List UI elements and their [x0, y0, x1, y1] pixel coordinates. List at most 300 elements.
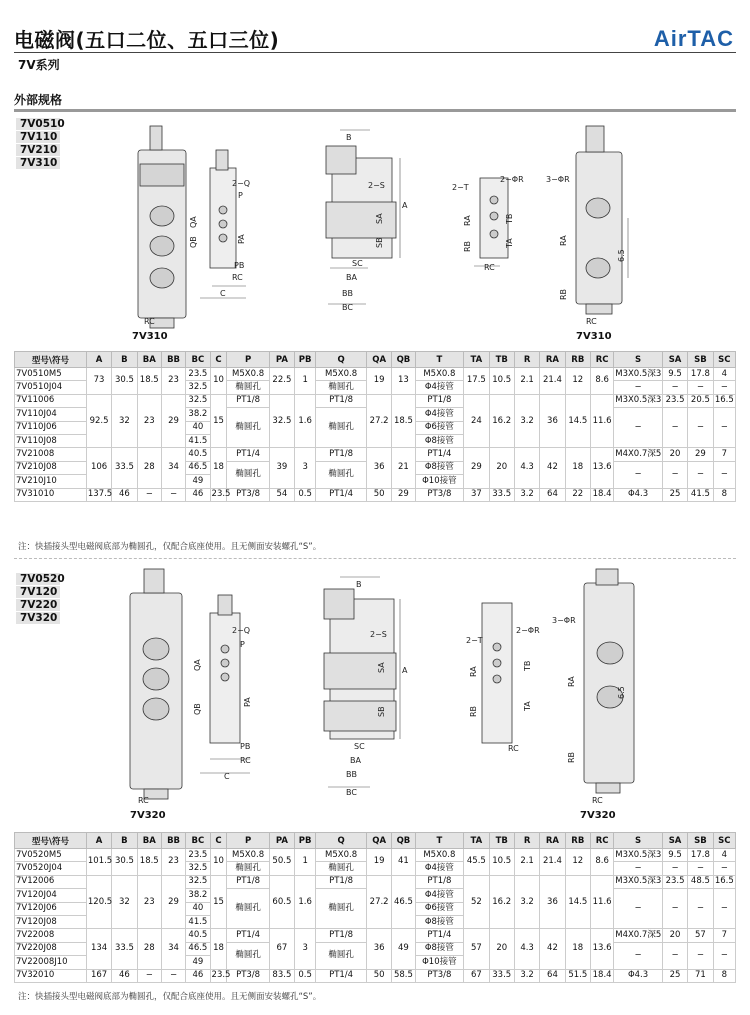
- spec-table-1: [14, 351, 736, 502]
- cell: 23.5: [186, 849, 210, 862]
- cell: 46.5: [186, 942, 210, 955]
- label-pb: PB: [234, 261, 245, 270]
- cell: 17.8: [688, 849, 713, 862]
- cell: 32: [112, 394, 137, 448]
- cell: −: [614, 408, 663, 448]
- cell: 34: [161, 448, 185, 488]
- cell: M5X0.8: [316, 368, 367, 381]
- cell: 83.5: [269, 969, 294, 982]
- label-q: 2−Q: [232, 626, 251, 635]
- label-rc4: RC: [586, 317, 597, 326]
- col-header: SA: [662, 352, 687, 368]
- cell: 13.6: [590, 929, 613, 969]
- section-divider: [14, 109, 736, 112]
- label-t: 2−T: [466, 636, 483, 645]
- col-header: A: [86, 833, 111, 849]
- cell: PT3/8: [227, 488, 269, 501]
- cell: 椭圆孔: [227, 942, 269, 969]
- col-header: PB: [295, 352, 316, 368]
- cell: 16.2: [489, 394, 514, 448]
- cell: 41.5: [186, 915, 210, 928]
- col-header: RA: [540, 833, 565, 849]
- col-header: RB: [565, 833, 590, 849]
- cell: 17.5: [464, 368, 489, 395]
- cell: M4X0.7深5: [614, 929, 663, 942]
- cell: PT1/8: [227, 875, 269, 888]
- cell: PT3/8: [227, 969, 269, 982]
- airtac-logo: AirTAC: [653, 26, 734, 51]
- cell: Φ6接管: [415, 421, 464, 434]
- cell: 57: [464, 929, 489, 969]
- cell: −: [688, 942, 713, 969]
- cell: 46: [112, 488, 137, 501]
- cell: 49: [392, 929, 415, 969]
- cell: 7V22008J10: [15, 956, 87, 969]
- cell: −: [161, 969, 185, 982]
- cell: 32.5: [186, 875, 210, 888]
- cell: 19: [366, 849, 391, 876]
- cell: 46: [112, 969, 137, 982]
- col-header: SC: [713, 833, 735, 849]
- cell: −: [662, 862, 687, 875]
- label-sb: SB: [377, 706, 386, 717]
- dimension-drawing-1: [100, 118, 740, 344]
- cell: 23: [137, 394, 161, 448]
- col-header: TA: [464, 352, 489, 368]
- table-row: [15, 368, 736, 381]
- label-b: B: [346, 133, 352, 142]
- col-header: 型号\符号: [15, 833, 87, 849]
- cell: 22: [565, 488, 590, 501]
- cell: 17.8: [688, 368, 713, 381]
- cell: 23.5: [662, 394, 687, 407]
- col-header: TA: [464, 833, 489, 849]
- cell: 42: [540, 929, 565, 969]
- cell: 23.5: [210, 969, 227, 982]
- cell: 33.5: [489, 488, 514, 501]
- cell: 101.5: [86, 849, 111, 876]
- cell: 32.5: [186, 381, 210, 394]
- cell: 46.5: [392, 875, 415, 929]
- cell: 134: [86, 929, 111, 969]
- cell: 7V110J06: [15, 421, 87, 434]
- cell: 椭圆孔: [316, 381, 367, 394]
- cell: 3.2: [514, 875, 539, 929]
- cell: 0.5: [295, 969, 316, 982]
- cell: 16.5: [713, 875, 735, 888]
- cell: 37: [464, 488, 489, 501]
- label-sc: SC: [354, 742, 365, 751]
- cell: 20: [489, 929, 514, 969]
- table-row: [15, 849, 736, 862]
- label-ra2: RA: [567, 676, 576, 687]
- label-qa: QA: [193, 659, 202, 671]
- cell: 4.3: [514, 448, 539, 488]
- model-tag: 7V0520: [16, 573, 60, 585]
- label-pb: PB: [240, 742, 251, 751]
- col-header: C: [210, 352, 227, 368]
- cell: 10: [210, 368, 227, 395]
- cell: −: [161, 488, 185, 501]
- label-rc2: RC: [144, 317, 155, 326]
- cell: 28: [137, 929, 161, 969]
- cell: −: [662, 889, 687, 929]
- label-ba: BA: [346, 273, 357, 282]
- cell: 32.5: [269, 394, 294, 448]
- cell: 46: [186, 969, 210, 982]
- cell: 7V21008: [15, 448, 87, 461]
- cell: −: [614, 889, 663, 929]
- label-pa: PA: [243, 697, 252, 707]
- col-header: QB: [392, 352, 415, 368]
- cell: 8: [713, 488, 735, 501]
- cell: 8.6: [590, 368, 613, 395]
- dimension-drawing-2: [100, 563, 740, 813]
- cell: −: [688, 381, 713, 394]
- label-ra2: RA: [559, 235, 568, 246]
- label-ra: RA: [463, 215, 472, 226]
- cell: 34: [161, 929, 185, 969]
- cell: 7V0510J04: [15, 381, 87, 394]
- cell: 1.6: [295, 875, 316, 929]
- cell: 49: [186, 475, 210, 488]
- cell: PT1/4: [227, 448, 269, 461]
- col-header: T: [415, 352, 464, 368]
- label-c: C: [220, 289, 226, 298]
- cell: 29: [392, 488, 415, 501]
- label-rb2: RB: [567, 751, 576, 763]
- col-header: P: [227, 833, 269, 849]
- cell: 3.2: [514, 394, 539, 448]
- cell: Φ4接管: [415, 862, 464, 875]
- cell: 1.6: [295, 394, 316, 448]
- col-header: TB: [489, 833, 514, 849]
- series-label: 7V系列: [18, 58, 60, 72]
- label-p: P: [238, 191, 243, 200]
- cell: −: [614, 381, 663, 394]
- cell: 2.1: [514, 849, 539, 876]
- col-header: RB: [565, 352, 590, 368]
- cell: 11.6: [590, 875, 613, 929]
- label-q: 2−Q: [232, 179, 251, 188]
- drawing-caption: 7V310: [132, 331, 168, 342]
- cell: 18: [565, 929, 590, 969]
- table-row: [15, 394, 736, 407]
- col-header: Q: [316, 833, 367, 849]
- cell: 7V210J08: [15, 461, 87, 474]
- cell: Φ8接管: [415, 434, 464, 447]
- cell: 10: [210, 849, 227, 876]
- col-header: PA: [269, 352, 294, 368]
- label-r3: 3−ΦR: [552, 616, 576, 625]
- cell: 7V0520M5: [15, 849, 87, 862]
- model-tag: 7V120: [16, 586, 60, 598]
- cell: 49: [186, 956, 210, 969]
- cell: 7V110J08: [15, 434, 87, 447]
- cell: 3: [295, 929, 316, 969]
- col-header: PB: [295, 833, 316, 849]
- cell: 9.5: [662, 368, 687, 381]
- cell: M5X0.8: [227, 368, 269, 381]
- cell: 18: [210, 448, 227, 488]
- cell: 60.5: [269, 875, 294, 929]
- col-header: T: [415, 833, 464, 849]
- cell: 11.6: [590, 394, 613, 448]
- col-header: RC: [590, 833, 613, 849]
- col-header: QA: [366, 833, 391, 849]
- page-title: 电磁阀(五口二位、五口三位): [14, 28, 280, 52]
- cell: 67: [464, 969, 489, 982]
- col-header: QB: [392, 833, 415, 849]
- cell: 50: [366, 488, 391, 501]
- cell: M5X0.8: [415, 849, 464, 862]
- col-header: RA: [540, 352, 565, 368]
- cell: PT1/4: [415, 448, 464, 461]
- cell: 7V0520J04: [15, 862, 87, 875]
- cell: PT3/8: [415, 488, 464, 501]
- model-tag: 7V320: [16, 612, 60, 624]
- cell: 54: [269, 488, 294, 501]
- label-sc: SC: [352, 259, 363, 268]
- cell: −: [713, 461, 735, 488]
- cell: 106: [86, 448, 111, 488]
- cell: 36: [540, 394, 565, 448]
- cell: 23: [137, 875, 161, 929]
- cell: 50: [366, 969, 391, 982]
- label-r3: 3−ΦR: [546, 175, 570, 184]
- cell: −: [713, 889, 735, 929]
- model-tag: 7V210: [16, 144, 60, 156]
- cell: 36: [366, 929, 391, 969]
- cell: M4X0.7深5: [614, 448, 663, 461]
- col-header: A: [86, 352, 111, 368]
- cell: 40.5: [186, 448, 210, 461]
- cell: 0.5: [295, 488, 316, 501]
- cell: 1: [295, 849, 316, 876]
- cell: 25: [662, 969, 687, 982]
- col-header: S: [614, 833, 663, 849]
- cell: 7V22008: [15, 929, 87, 942]
- cell: 16.2: [489, 875, 514, 929]
- model-tag: 7V110: [16, 131, 60, 143]
- label-rc3: RC: [484, 263, 495, 272]
- col-header: B: [112, 833, 137, 849]
- cell: 15: [210, 875, 227, 929]
- cell: Φ4.3: [614, 969, 663, 982]
- cell: 21.4: [540, 849, 565, 876]
- cell: 18.5: [137, 849, 161, 876]
- cell: 7V220J08: [15, 942, 87, 955]
- cell: 19: [366, 368, 391, 395]
- cell: PT1/4: [316, 969, 367, 982]
- cell: PT1/4: [316, 488, 367, 501]
- cell: PT1/4: [227, 929, 269, 942]
- cell: 39: [269, 448, 294, 488]
- cell: 46.5: [186, 461, 210, 474]
- label-qa: QA: [189, 216, 198, 228]
- cell: −: [713, 942, 735, 969]
- col-header: TB: [489, 352, 514, 368]
- col-header: QA: [366, 352, 391, 368]
- cell: 7V31010: [15, 488, 87, 501]
- cell: 椭圆孔: [316, 862, 367, 875]
- model-tag: 7V310: [16, 157, 60, 169]
- cell: 36: [366, 448, 391, 488]
- cell: 椭圆孔: [227, 408, 269, 448]
- cell: Φ4接管: [415, 889, 464, 902]
- cell: 7V11006: [15, 394, 87, 407]
- cell: −: [688, 889, 713, 929]
- cell: 7V12006: [15, 875, 87, 888]
- table-row: [15, 875, 736, 888]
- cell: 71: [688, 969, 713, 982]
- cell: 41: [392, 849, 415, 876]
- cell: 椭圆孔: [227, 461, 269, 488]
- cell: 32.5: [186, 862, 210, 875]
- cell: 45.5: [464, 849, 489, 876]
- cell: 38.2: [186, 408, 210, 421]
- table-row: [15, 969, 736, 982]
- cell: 33.5: [112, 448, 137, 488]
- cell: 2.1: [514, 368, 539, 395]
- cell: −: [662, 461, 687, 488]
- cell: M3X0.5深3: [614, 875, 663, 888]
- cell: 38.2: [186, 889, 210, 902]
- cell: 7: [713, 929, 735, 942]
- cell: 4.3: [514, 929, 539, 969]
- cell: M3X0.5深3: [614, 394, 663, 407]
- cell: 12: [565, 849, 590, 876]
- cell: 29: [161, 875, 185, 929]
- cell: 16.5: [713, 394, 735, 407]
- cell: 21.4: [540, 368, 565, 395]
- cell: 15: [210, 394, 227, 448]
- cell: 9.5: [662, 849, 687, 862]
- cell: Φ8接管: [415, 461, 464, 474]
- col-header: BC: [186, 833, 210, 849]
- cell: 14.5: [565, 394, 590, 448]
- cell: Φ8接管: [415, 942, 464, 955]
- col-header: BA: [137, 833, 161, 849]
- section-title: 外部规格: [14, 93, 63, 107]
- cell: M3X0.5深3: [614, 368, 663, 381]
- label-ta: TA: [523, 701, 532, 711]
- cell: −: [713, 408, 735, 448]
- cell: 10.5: [489, 368, 514, 395]
- cell: 40.5: [186, 929, 210, 942]
- label-rc3: RC: [508, 744, 519, 753]
- label-bb: BB: [342, 289, 353, 298]
- cell: 167: [86, 969, 111, 982]
- cell: M5X0.8: [316, 849, 367, 862]
- cell: −: [713, 381, 735, 394]
- col-header: S: [614, 352, 663, 368]
- label-bc: BC: [346, 788, 357, 797]
- cell: 22.5: [269, 368, 294, 395]
- cell: PT1/8: [316, 875, 367, 888]
- cell: 7V110J04: [15, 408, 87, 421]
- label-rc: RC: [240, 756, 251, 765]
- cell: −: [662, 381, 687, 394]
- label-bc: BC: [342, 303, 353, 312]
- label-tb: TB: [523, 660, 532, 671]
- cell: Φ4接管: [415, 408, 464, 421]
- cell: 73: [86, 368, 111, 395]
- label-pa: PA: [237, 234, 246, 244]
- cell: 椭圆孔: [227, 889, 269, 929]
- label-s: 2−S: [368, 181, 385, 190]
- label-rc4: RC: [592, 796, 603, 805]
- cell: 椭圆孔: [227, 381, 269, 394]
- label-r2: 2−ΦR: [500, 175, 524, 184]
- cell: 18.4: [590, 488, 613, 501]
- drawing-caption: 7V310: [576, 331, 612, 342]
- cell: 23.5: [186, 368, 210, 381]
- cell: 137.5: [86, 488, 111, 501]
- col-header: B: [112, 352, 137, 368]
- cell: 20: [489, 448, 514, 488]
- cell: 46: [186, 488, 210, 501]
- cell: −: [688, 862, 713, 875]
- cell: −: [688, 461, 713, 488]
- cell: 椭圆孔: [227, 862, 269, 875]
- label-sa: SA: [375, 213, 384, 224]
- table-row: [15, 929, 736, 942]
- cell: 36: [540, 875, 565, 929]
- cell: 椭圆孔: [316, 461, 367, 488]
- col-header: P: [227, 352, 269, 368]
- cell: −: [614, 461, 663, 488]
- model-tag: 7V220: [16, 599, 60, 611]
- cell: 7V210J10: [15, 475, 87, 488]
- cell: Φ10接管: [415, 475, 464, 488]
- cell: PT1/8: [316, 394, 367, 407]
- cell: 18.5: [392, 394, 415, 448]
- cell: 18: [210, 929, 227, 969]
- cell: PT1/8: [316, 929, 367, 942]
- cell: 58.5: [392, 969, 415, 982]
- label-qb: QB: [193, 703, 202, 715]
- cell: 52: [464, 875, 489, 929]
- cell: PT1/8: [415, 394, 464, 407]
- col-header: BC: [186, 352, 210, 368]
- table-row: [15, 448, 736, 461]
- cell: 30.5: [112, 368, 137, 395]
- cell: 13.6: [590, 448, 613, 488]
- cell: 41.5: [688, 488, 713, 501]
- cell: 29: [464, 448, 489, 488]
- cell: 28: [137, 448, 161, 488]
- divider: [14, 52, 736, 53]
- cell: 3.2: [514, 969, 539, 982]
- cell: 8: [713, 969, 735, 982]
- cell: 64: [540, 969, 565, 982]
- cell: 40: [186, 902, 210, 915]
- drawing-caption: 7V320: [580, 810, 616, 821]
- cell: Φ10接管: [415, 956, 464, 969]
- cell: PT1/8: [316, 448, 367, 461]
- col-header: BA: [137, 352, 161, 368]
- cell: 23.5: [662, 875, 687, 888]
- cell: −: [137, 488, 161, 501]
- cell: M5X0.8: [227, 849, 269, 862]
- label-a: A: [402, 201, 408, 210]
- col-header: C: [210, 833, 227, 849]
- cell: 40: [186, 421, 210, 434]
- cell: 7V0510M5: [15, 368, 87, 381]
- header: [0, 0, 750, 60]
- cell: 41.5: [186, 434, 210, 447]
